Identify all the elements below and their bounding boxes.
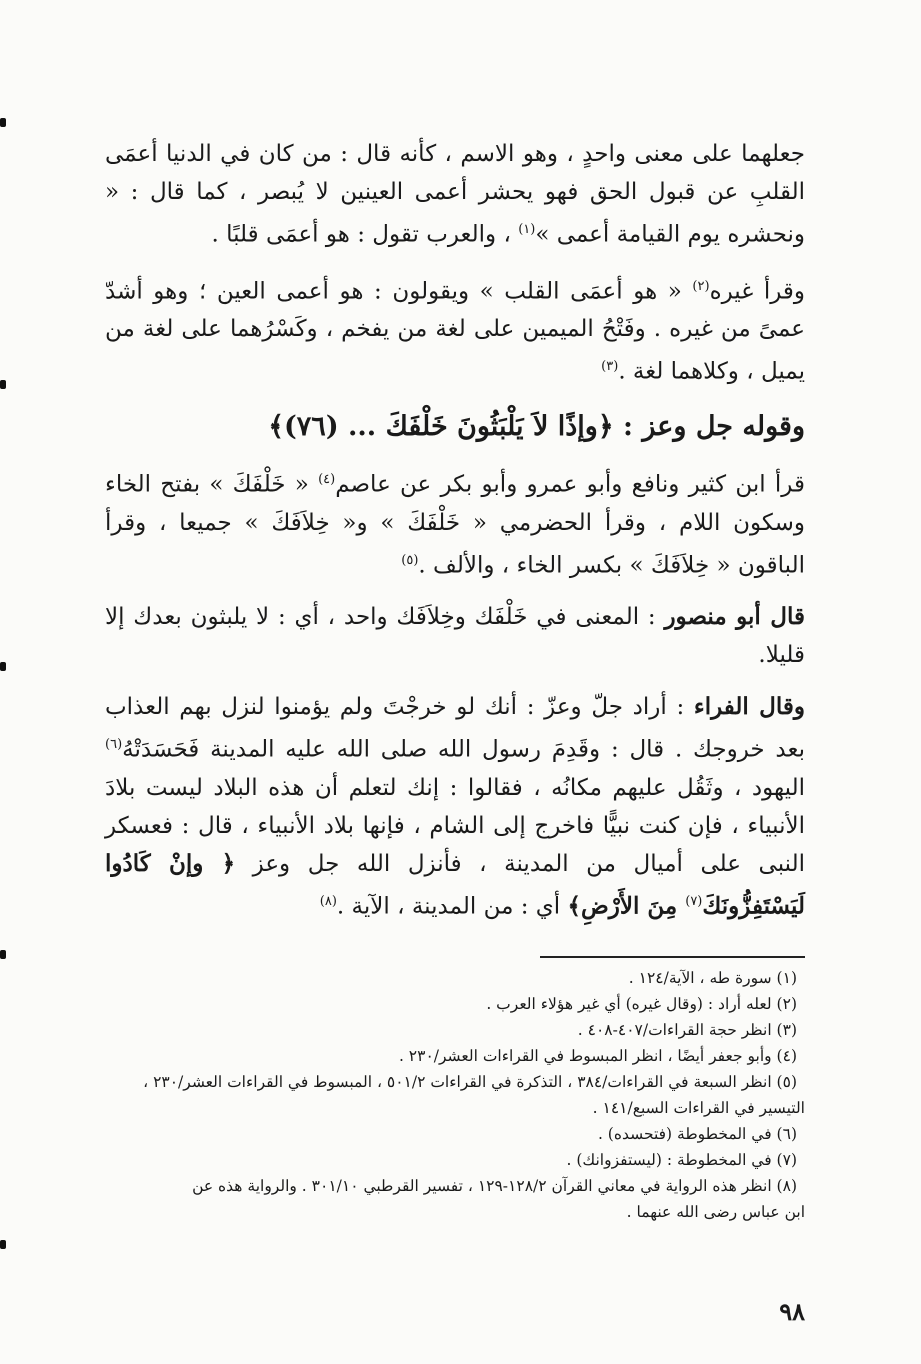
footnote-divider xyxy=(540,956,805,958)
footnote: (٦) في المخطوطة (فتحسده) . xyxy=(597,1125,797,1143)
edge-mark xyxy=(0,118,6,127)
paragraph-text: قرأ ابن كثير ونافع وأبو عمرو وأبو بكر عن عاصم xyxy=(335,471,805,498)
paragraph-text: جعلهما على معنى واحدٍ ، وهو الاسم ، كأنه قال : من كان في الدنيا أعمَى القلبِ عن قبول الحق فهو يحشر أعمى العينين لا يُبصر ، كما قال : « ونحشره يوم القيامة أعمى » xyxy=(105,141,805,248)
edge-mark xyxy=(0,1240,6,1249)
paragraph-text: أي : من المدينة ، الآية . xyxy=(336,893,568,920)
paragraph-2 xyxy=(105,268,805,391)
footnote-ref[interactable]: (٤) xyxy=(318,471,336,487)
main-text xyxy=(105,135,805,940)
paragraph-text: : المعنى في خَلْفَك وخِلاَفَك واحد ، أي : لا يلبثون بعدك إلا قليلا. xyxy=(105,604,805,669)
paragraph-text: « هو أعمَى القلب » ويقولون : هو أعمى العين ؛ وهو أشدّ عمىً من غيره . وفَتْحُ الميمين على لغة من يفخم ، وكَسْرُهما على لغة من يميل ، وكلاهما لغة . xyxy=(105,278,805,385)
speaker-label: وقال الفراء xyxy=(693,693,805,721)
footnote: (٢) لعله أراد : (وقال غيره) أي غير هؤلاء العرب . xyxy=(486,995,797,1013)
heading-lead: وقوله جل وعز : xyxy=(613,410,805,442)
speaker-label: قال أبو منصور xyxy=(664,603,805,631)
footnote-ref[interactable]: (٧) xyxy=(685,893,703,909)
footnote: (٥) انظر السبعة في القراءات/٣٨٤ ، التذكرة في القراءات ٥٠١/٢ ، المبسوط في القراءات العشر/٢٣٠ ، xyxy=(143,1073,797,1091)
footnote: (٣) انظر حجة القراءات/٤٠٧-٤٠٨ . xyxy=(577,1021,797,1039)
quran-verse: ﴿ وإنْ كَادُوا لَيَسْتَفِزُّونَكَ xyxy=(105,849,805,920)
footnote-ref[interactable]: (٥) xyxy=(401,552,419,568)
farra-paragraph xyxy=(105,688,805,925)
footnote: (٤) وأبو جعفر أيضًا ، انظر المبسوط في القراءات العشر/٢٣٠ . xyxy=(398,1047,797,1065)
paragraph-text: : أراد جلّ وعزّ : أنك لو خرجْتَ ولم يؤمنوا لنزل بهم العذاب بعد خروجك . قال : وقَدِمَ رسول الله صلى الله عليه المدينة فَحَسَدَتْهُ xyxy=(105,694,805,763)
footnote: (٨) انظر هذه الرواية في معاني القرآن ١٢٨/٢-١٢٩ ، تفسير القرطبي ٣٠١/١٠ . والرواية هذه عن xyxy=(192,1177,797,1195)
paragraph-text: « خَلْفَكَ » بفتح الخاء وسكون اللام ، وقرأ الحضرمي « خَلْفَكَ » و« خِلاَفَكَ » جميعا ، وقرأ الباقون « خِلاَفَكَ » بكسر الخاء ، والألف . xyxy=(105,471,805,579)
edge-mark xyxy=(0,662,6,671)
footnotes xyxy=(105,965,805,1225)
readings-paragraph xyxy=(105,461,805,584)
footnote-ref[interactable]: (٢) xyxy=(692,278,710,294)
paragraph-1 xyxy=(105,135,805,254)
footnote-ref[interactable]: (٨) xyxy=(319,893,337,909)
footnote-ref[interactable]: (١) xyxy=(518,222,536,237)
verse-heading xyxy=(105,405,805,449)
quran-verse: مِنَ الأَرْضِ﴾ xyxy=(567,892,686,920)
paragraph-text: وقرأ غيره xyxy=(709,278,806,305)
abu-mansur-paragraph xyxy=(105,598,805,674)
footnote-continuation: التيسير في القراءات السبع/١٤١ . xyxy=(592,1099,805,1117)
footnote: (١) سورة طه ، الآية/١٢٤ . xyxy=(628,969,797,987)
footnote-ref[interactable]: (٣) xyxy=(601,359,619,375)
paragraph-text: ، والعرب تقول : هو أعمَى قلبًا . xyxy=(211,221,519,248)
quran-verse: ﴿وإذًا لاَ يَلْبَثُونَ خَلْفَكَ ... (٧٦)﴾ xyxy=(268,410,614,442)
footnote: (٧) في المخطوطة : (ليستفزوانك) . xyxy=(566,1151,797,1169)
edge-mark xyxy=(0,950,6,959)
footnote-ref[interactable]: (٦) xyxy=(105,737,123,753)
page-number: ٩٨ xyxy=(779,1297,805,1326)
edge-mark xyxy=(0,380,6,389)
paragraph-text: اليهود ، وثَقُل عليهم مكانُه ، فقالوا : إنك لتعلم أن هذه البلاد ليست بلادَ الأنبياء ، فإن كنت نبيًّا فاخرج إلى الشام ، فإنها بلاد الأنبياء ، قال : فعسكر النبى على أميال من المدينة ، فأنزل الله جل وعز xyxy=(105,774,805,877)
footnote-continuation: ابن عباس رضى الله عنهما . xyxy=(626,1203,805,1221)
